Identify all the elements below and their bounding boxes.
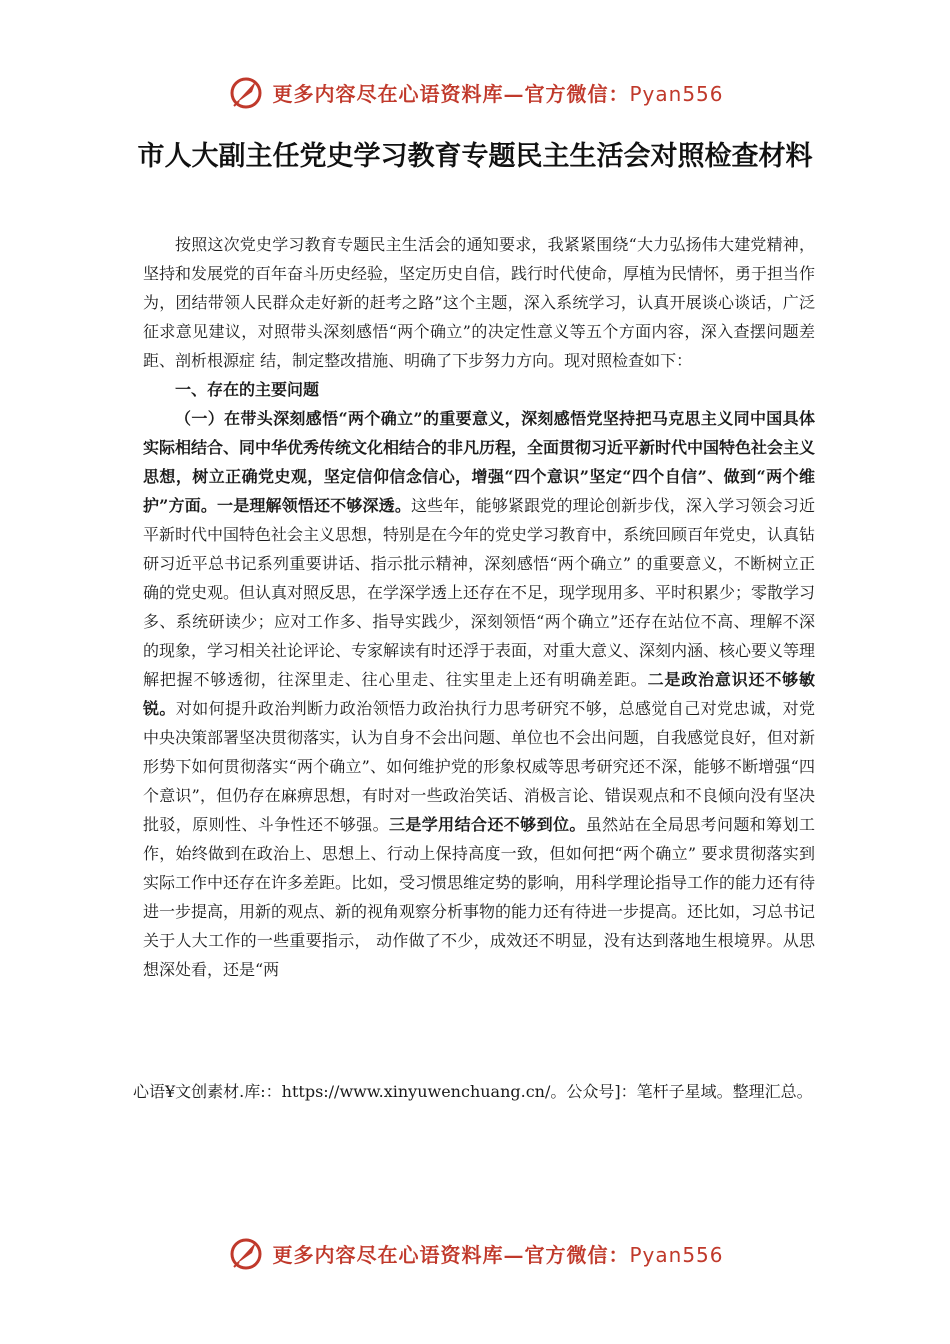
para-text-2: 对如何提升政治判断力政治领悟力政治执行力思考研究不够，总感觉自己对党忠诚，对党中央决策部署坚决贯彻落实，认为自身不会出问题、单位也不会出问题，自我感觉良好，但对新形势下如何贯彻落实“两个确立”、如何维护党的形象权威等思考研究还不深，能够不断增强“四个意识”，但仍存在麻痹思想，有时对一些政治笑话、消极言论、错误观点和不良倾向没有坚决批驳，原则性、斗争性还不够强。 — [143, 699, 816, 834]
footer-banner — [0, 1231, 950, 1275]
source-note: 心语¥文创素材.库:：https://www.xinyuwenchuang.cn/。公众号]：笔杆子星域。整理汇总。 — [133, 1082, 813, 1101]
para-bold-2: 二是政治意识还不够敏锐。 — [143, 670, 815, 718]
quill-logo-icon — [226, 1233, 266, 1273]
quill-logo-icon — [226, 72, 266, 112]
para-text-3: 虽然站在全局思考问题和筹划工作，始终做到在政治上、思想上、行动上保持高度一致，但如何把“两个确立” 要求贯彻落实到实际工作中还存在许多差距。比如，受习惯思维定势的影响，用科学理论指导工作的能力还有待进一步提高，用新的观点、新的视角观察分析事物的能力还有待进一步提高。还比如，习总书记关于人大工作的一些重要指示， 动作做了不少，成效还不明显，没有达到落地生根境界。从思想深处看，还是“两 — [143, 815, 816, 979]
intro-paragraph: 按照这次党史学习教育专题民主生活会的通知要求，我紧紧围绕“大力弘扬伟大建党精神，坚持和发展党的百年奋斗历史经验，坚定历史自信，践行时代使命，厚植为民情怀，勇于担当作为，团结带领人民群众走好新的赶考之路”这个主题，深入系统学习，认真开展谈心谈话，广泛征求意见建议，对照带头深刻感悟“两个确立”的决定性意义等五个方面内容，深入查摆问题差距、剖析根源症 结，制定整改措施、明确了下步努力方向。现对照检查如下： — [143, 235, 816, 370]
document-body — [143, 230, 815, 984]
banner-prefix: 更多内容尽在心语资料库—官方微信： — [272, 81, 630, 106]
header-banner — [0, 70, 950, 114]
banner-prefix: 更多内容尽在心语资料库—官方微信： — [272, 1242, 630, 1267]
banner-wechat-id: Pyan556 — [629, 81, 724, 106]
problem-paragraph — [143, 404, 815, 984]
para-text-1: 这些年，能够紧跟党的理论创新步伐，深入学习领会习近平新时代中国特色社会主义思想，特别是在今年的党史学习教育中，系统回顾百年党史，认真钻研习近平总书记系列重要讲话、指示批示精神，深刻感悟“两个确立” 的重要意义，不断树立正确的党史观。但认真对照反思，在学深学透上还存在不足，现学现用多、平时积累少；零散学习多、系统研读少；应对工作多、指导实践少，深刻领悟“两个确立”还存在站位不高、理解不深的现象，学习相关社论评论、专家解读有时还浮于表面，对重大意义、深刻内涵、核心要义等理解把握不够透彻，往深里走、往心里走、往实里走上还有明确差距。 — [143, 496, 816, 689]
banner-wechat-id: Pyan556 — [629, 1242, 724, 1267]
document-title: 市人大副主任党史学习教育专题民主生活会对照检查材料 — [137, 141, 813, 172]
para-bold-3: 三是学用结合还不够到位。 — [388, 815, 586, 834]
section-heading: 一、存在的主要问题 — [175, 380, 320, 399]
para-lead-bold: （一）在带头深刻感悟“两个确立”的重要意义，深刻感悟党坚持把马克思主义同中国具体实际相结合、同中华优秀传统文化相结合的非凡历程，全面贯彻习近平新时代中国特色社会主义思想，树立正确党史观，坚定信仰信念信心，增强“四个意识”坚定“四个自信”、做到“两个维护”方面。一是理解领悟还不够深透。 — [143, 409, 816, 515]
banner-text — [272, 1239, 723, 1268]
banner-text — [272, 78, 723, 107]
